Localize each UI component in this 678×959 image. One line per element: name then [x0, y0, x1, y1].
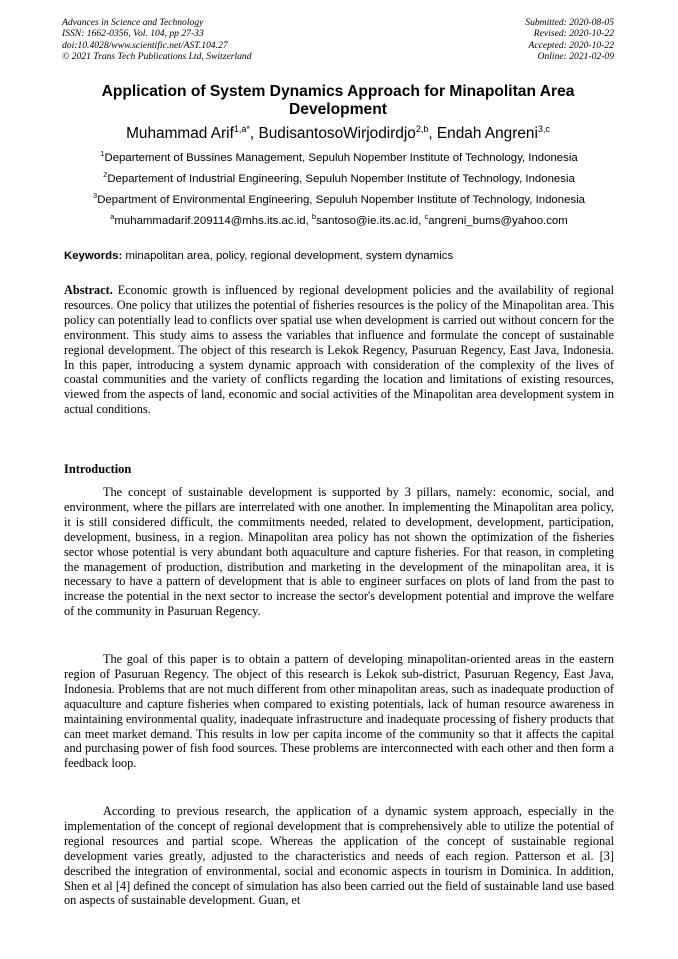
affiliation-sup: 3 [93, 191, 98, 201]
accepted-date: Accepted: 2020-10-22 [528, 39, 614, 51]
intro-paragraph-1: The concept of sustainable development is supported by 3 pillars, namely: economic, social, and environment, where the pillars are interrelated with one another. In implementing the Minapolitan area policy, it is still considered difficult, the commitments needed, related to development, development, participation, development, business, in a region. Minapolitan area policy has not shown the optimization of the fisheries sector whose potential is very abundant both aquaculture and capture fisheries. For that reason, in completing the management of production, distribution and marketing in the development of the minapolitan area, it is necessary to have a pattern of development that is able to engineer surfaces on plots of land from the past to increase the potential in the next sector to increase the sector's development potential and improve the welfare of the community in Pasuruan Regency. [64, 485, 614, 619]
revised-date: Revised: 2020-10-22 [533, 28, 614, 40]
journal-name: Advances in Science and Technology [62, 17, 204, 28]
keywords-label: Keywords: [64, 250, 123, 262]
section-heading-introduction: Introduction [64, 462, 132, 476]
abstract [64, 283, 614, 417]
paper-title: Application of System Dynamics Approach for Minapolitan Area Development [101, 83, 575, 118]
email-link[interactable]: santoso@ie.its.ac.id, [316, 215, 425, 227]
affiliation-text: Departement of Bussines Management, Sepuluh Nopember Institute of Technology, Indonesia [104, 152, 578, 164]
affiliation-1 [58, 151, 620, 165]
intro-paragraph-3: According to previous research, the application of a dynamic system approach, especially in the implementation of the concept of regional development that is comprehensively able to utilize the potential of regional resources and partial scope. Whereas the application of the concept of sustainable regional development varies greatly, adjusted to the characteristics and needs of each region. Patterson et al. [3] described the integration of environmental, social and economic aspects in tourism in Dominica. In addition, Shen et al [4] defined the concept of simulation has also been carried out the field of sustainable land use based on aspects of sustainable development. Guan, et [64, 804, 614, 908]
author-sup: 2,b [415, 123, 429, 134]
doi-line: doi:10.4028/www.scientific.net/AST.104.27 [62, 39, 228, 51]
affiliation-sup: 2 [103, 170, 108, 180]
issn-line: ISSN: 1662-0356, Vol. 104, pp 27-33 [62, 28, 204, 40]
author-sup: 3,c [537, 123, 550, 134]
author-sep: , [249, 125, 259, 142]
author-sep: , [428, 125, 437, 142]
email-link[interactable]: muhammadarif.209114@mhs.its.ac.id, [114, 215, 312, 227]
affiliation-3 [58, 193, 620, 207]
affiliation-2 [58, 172, 620, 186]
email-sup: a [110, 212, 115, 222]
author-list [62, 124, 614, 143]
intro-paragraph-2: The goal of this paper is to obtain a pattern of developing minapolitan-oriented areas in the eastern region of Pasuruan Regency. The object of this research is Lekok sub-district, Pasuruan Regency, East Java, Indonesia. Problems that are not much different from other minapolitan areas, such as inadequate production of aquaculture and capture fisheries when compared to existing potentials, lack of human resource awareness in maintaining environmental quality, inadequate infrastructure and inadequate processing of fishery products that can meet market demand. This results in low per capita income of the community so that it affects the capital and purchasing power of fish food sources. These problems are interconnected with each other and then form a feedback loop. [64, 652, 614, 771]
abstract-text: Economic growth is influenced by regional development policies and the availability of regional resources. One policy that utilizes the potential of fisheries resources is the policy of the Minapolitan area. This policy can potentially lead to conflicts over spatial use when development is carried out without concern for the environment. This study aims to assess the variables that influence and formulate the concept of sustainable regional development. The object of this research is Lekok Regency, Pasuruan Regency, East Java, Indonesia. In this paper, introducing a system dynamic approach with consideration of the complexity of the lives of coastal communities and the variety of conflicts regarding the location and limitations of existing resources, viewed from the aspects of land, economic and social activities of the Minapolitan area development system in actual conditions. [64, 283, 614, 417]
keywords-text: minapolitan area, policy, regional development, system dynamics [122, 250, 454, 262]
abstract-label: Abstract. [64, 283, 113, 297]
affiliation-sup: 1 [100, 149, 105, 159]
author-name: Muhammad Arif [126, 125, 234, 142]
affiliation-text: Departement of Industrial Engineering, Sepuluh Nopember Institute of Technology, Indonesia [107, 173, 575, 185]
copyright-line: © 2021 Trans Tech Publications Ltd, Switzerland [62, 50, 252, 62]
header-right [525, 17, 614, 62]
journal-header [62, 17, 614, 62]
email-line [58, 214, 620, 228]
author-sup: 1,a* [233, 123, 250, 134]
email-sup: b [311, 212, 317, 222]
header-left [62, 17, 252, 62]
affiliation-text: Department of Environmental Engineering, Sepuluh Nopember Institute of Technology, Indonesia [97, 194, 585, 206]
email-link[interactable]: angreni_bums@yahoo.com [428, 215, 568, 227]
online-date: Online: 2021-02-09 [537, 50, 614, 62]
submitted-date: Submitted: 2020-08-05 [525, 17, 614, 28]
author-name: BudisantosoWirjodirdjo [258, 125, 416, 142]
author-name: Endah Angreni [436, 125, 538, 142]
keywords [64, 249, 614, 263]
email-sup: c [424, 212, 429, 222]
